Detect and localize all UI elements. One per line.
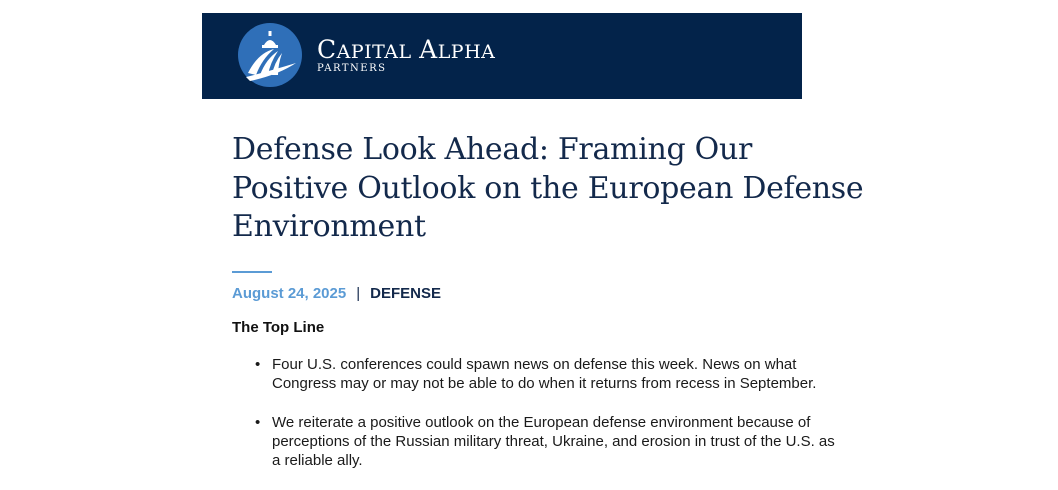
meta-separator: | (356, 285, 361, 302)
bullet-icon: • (255, 414, 261, 431)
brand-initial-c: C (317, 35, 337, 64)
list-item-text: Four U.S. conferences could spawn news on defense this week. News on what Congress may or may not be able to do when it returns from recess in September. (272, 356, 817, 392)
article-category[interactable]: DEFENSE (370, 285, 441, 302)
capitol-dome-logo-icon (238, 23, 302, 87)
brand-word-capital: APITAL (336, 41, 412, 63)
article-title: Defense Look Ahead: Framing Our Positive Outlook on the European Defense Environment (232, 132, 864, 244)
brand-name (317, 37, 495, 65)
top-line-list (255, 355, 845, 490)
bullet-icon: • (255, 356, 261, 373)
brand-wordmark (317, 37, 495, 75)
accent-divider (232, 271, 272, 273)
brand-word-alpha: LPHA (437, 41, 496, 63)
article-date: August 24, 2025 (232, 285, 347, 302)
list-item-text: We reiterate a positive outlook on the European defense environment because of perceptions of the Russian military threat, Ukraine, and erosion in trust of the U.S. as a reliable ally. (272, 414, 835, 469)
brand-subtitle: PARTNERS (317, 63, 387, 74)
list-item (255, 355, 845, 393)
article-meta (232, 285, 441, 303)
brand-initial-a: A (419, 35, 438, 64)
header-banner (202, 13, 802, 99)
list-item (255, 413, 845, 470)
section-heading: The Top Line (232, 319, 325, 336)
